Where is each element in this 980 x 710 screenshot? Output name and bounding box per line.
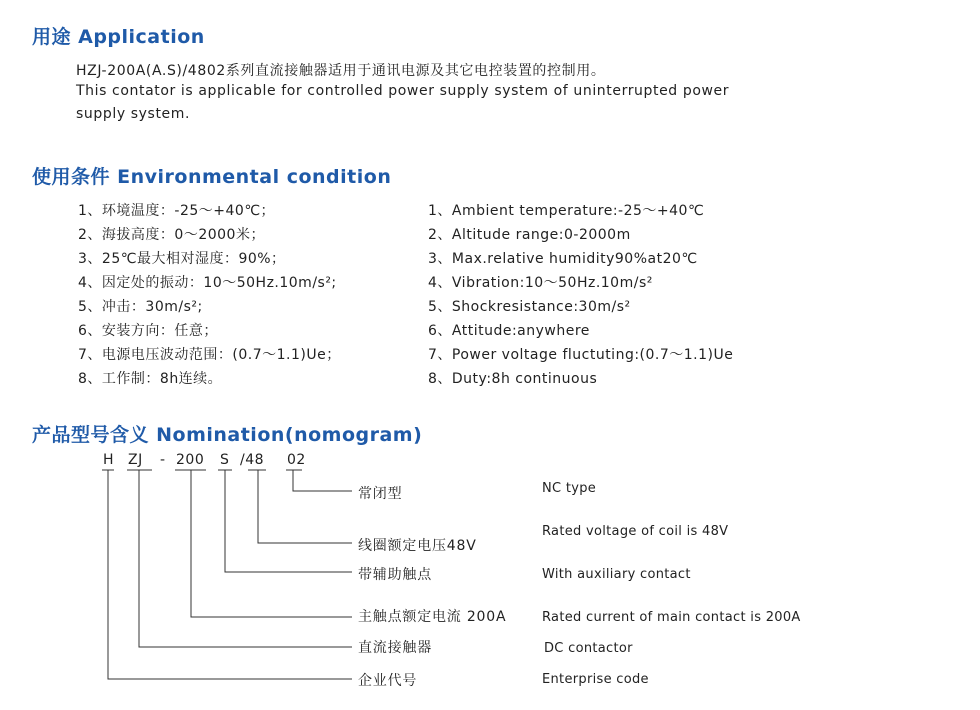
nomogram-en-label: DC contactor (544, 641, 633, 656)
env-en-item: 1、Ambient temperature:-25～+40℃ (428, 203, 705, 219)
nomogram-cn-label: 带辅助触点 (358, 567, 432, 583)
nomogram-en-label: NC type (542, 481, 597, 496)
code-part-200: 200 (176, 452, 205, 468)
code-part-zj: ZJ (128, 452, 143, 468)
env-cn-item: 2、海拔高度：0～2000米； (78, 227, 265, 243)
env-cn-item: 6、安装方向：任意； (78, 323, 218, 339)
env-cn-item: 7、电源电压波动范围：(0.7～1.1)Ue； (78, 347, 341, 363)
nomogram-cn-label: 线圈额定电压48V (358, 538, 477, 554)
nomogram-cn-label: 常闭型 (358, 486, 403, 502)
application-line-en-2: supply system. (76, 106, 191, 122)
environment-heading: 使用条件 Environmental condition (32, 166, 392, 188)
env-en-item: 7、Power voltage fluctuting:(0.7～1.1)Ue (428, 347, 734, 363)
leader-aux (225, 470, 352, 572)
leader-coil (258, 470, 352, 543)
code-part-02: 02 (287, 452, 306, 468)
application-heading: 用途 Application (32, 26, 205, 48)
env-cn-item: 1、环境温度：-25～+40℃； (78, 203, 276, 219)
env-en-item: 5、Shockresistance:30m/s² (428, 299, 631, 315)
env-en-item: 2、Altitude range:0-2000m (428, 227, 631, 243)
nomogram-en-label: Rated voltage of coil is 48V (542, 524, 729, 539)
code-part-h: H (103, 452, 115, 468)
env-en-item: 6、Attitude:anywhere (428, 323, 590, 339)
application-line-en-1: This contator is applicable for controlled power supply system of uninterrupted power (76, 83, 730, 99)
nomogram-en-label: Rated current of main contact is 200A (542, 610, 801, 625)
env-en-item: 8、Duty:8h continuous (428, 371, 598, 387)
nomogram-en-label: Enterprise code (542, 672, 649, 687)
nomogram-cn-label: 直流接触器 (358, 640, 432, 656)
env-cn-item: 5、冲击：30m/s²; (78, 299, 203, 315)
code-part-s: S (220, 452, 230, 468)
code-part-dash: - (160, 452, 166, 468)
code-part-48: /48 (240, 452, 265, 468)
env-en-item: 4、Vibration:10～50Hz.10m/s² (428, 275, 653, 291)
nomogram-cn-label: 主触点额定电流 200A (358, 609, 507, 625)
nomination-heading: 产品型号含义 Nomination(nomogram) (32, 424, 423, 446)
env-en-item: 3、Max.relative humidity90%at20℃ (428, 251, 698, 267)
application-line-cn: HZJ-200A(A.S)/4802系列直流接触器适用于通讯电源及其它电控装置的控制用。 (76, 63, 606, 79)
env-cn-item: 4、因定处的振动：10～50Hz.10m/s²; (78, 275, 337, 291)
leader-nc (293, 470, 352, 491)
leader-enterprise (108, 470, 352, 679)
leader-dc (139, 470, 352, 647)
env-cn-item: 3、25℃最大相对湿度：90%； (78, 251, 286, 267)
env-cn-item: 8、工作制：8h连续。 (78, 371, 223, 387)
nomogram-en-label: With auxiliary contact (542, 567, 691, 582)
nomogram-cn-label: 企业代号 (358, 673, 418, 689)
